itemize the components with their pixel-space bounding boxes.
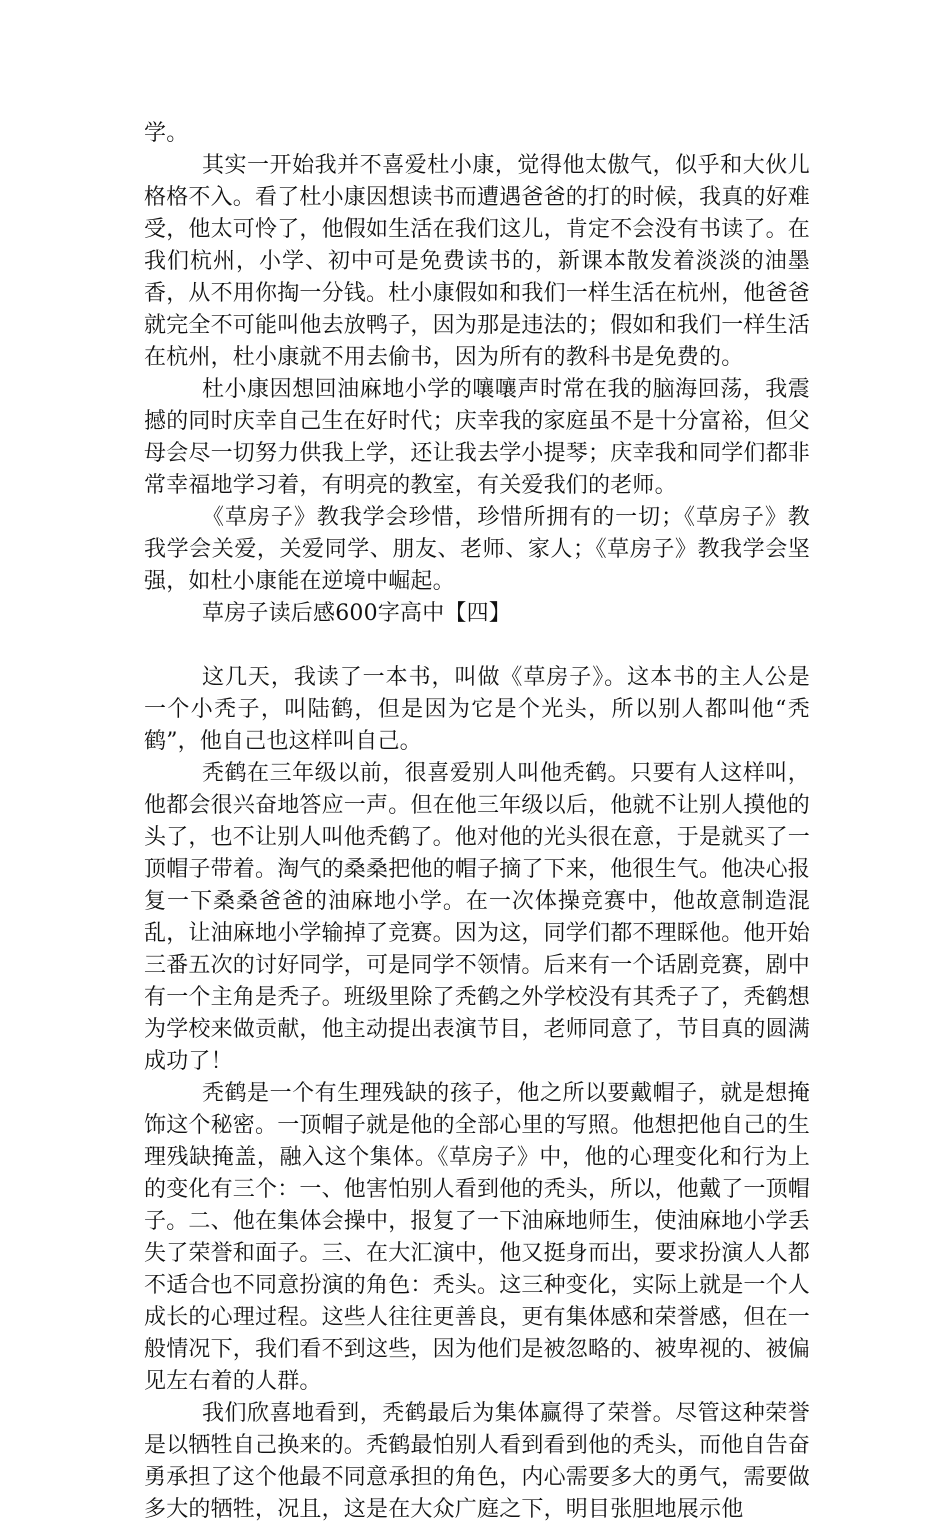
paragraph: 《草房子》教我学会珍惜，珍惜所拥有的一切；《草房子》教我学会关爱，关爱同学、朋友、老师、家人；《草房子》教我学会坚强，如杜小康能在逆境中崛起。 [144, 505, 810, 594]
paragraph: 我们欣喜地看到，秃鹤最后为集体赢得了荣誉。尽管这种荣誉是以牺牲自己换来的。秃鹤最怕别人看到看到他的秃头，而他自告奋勇承担了这个他最不同意承担的角色，内心需要多大的勇气，需要做多大的牺牲，况且，这是在大众广庭之下，明目张胆地展示他 [144, 1401, 811, 1522]
paragraph: 杜小康因想回油麻地小学的嚷嚷声时常在我的脑海回荡，我震撼的同时庆幸自己生在好时代；庆幸我的家庭虽不是十分富裕，但父母会尽一切努力供我上学，还让我去学小提琴；庆幸我和同学们都非常幸福地学习着，有明亮的教室，有关爱我们的老师。 [144, 377, 811, 498]
paragraph: 这几天，我读了一本书，叫做《草房子》。这本书的主人公是一个小秃子，叫陆鹤，但是因为它是个光头，所以别人都叫他“秃鹤”，他自己也这样叫自己。 [144, 665, 810, 754]
paragraph: 其实一开始我并不喜爱杜小康，觉得他太傲气，似乎和大伙儿格格不入。看了杜小康因想读书而遭遇爸爸的打的时候，我真的好难受，他太可怜了，他假如生活在我们这儿，肯定不会没有书读了。在我们杭州，小学、初中可是免费读书的，新课本散发着淡淡的油墨香，从不用你掏一分钱。杜小康假如和我们一样生活在杭州，他爸爸就完全不可能叫他去放鸭子，因为那是违法的；假如和我们一样生活在杭州，杜小康就不用去偷书，因为所有的教科书是免费的。 [144, 153, 811, 370]
blank-line [144, 630, 810, 662]
paragraph-continuation: 学。 [144, 121, 189, 146]
paragraph: 秃鹤是一个有生理残缺的孩子，他之所以要戴帽子，就是想掩饰这个秘密。一顶帽子就是他的全部心里的写照。他想把他自己的生理残缺掩盖，融入这个集体。《草房子》中，他的心理变化和行为上的变化有三个：一、他害怕别人看到他的秃头，所以，他戴了一顶帽子。二、他在集体会操中，报复了一下油麻地师生，使油麻地小学丢失了荣誉和面子。三、在大汇演中，他又挺身而出，要求扮演人人都不适合也不同意扮演的角色：秃头。这三种变化，实际上就是一个人成长的心理过程。这些人往往更善良，更有集体感和荣誉感，但在一般情况下，我们看不到这些，因为他们是被忽略的、被卑视的、被偏见左右着的人群。 [144, 1081, 811, 1394]
document-body [144, 118, 810, 1526]
paragraph: 秃鹤在三年级以前，很喜爱别人叫他秃鹤。只要有人这样叫，他都会很兴奋地答应一声。但在他三年级以后，他就不让别人摸他的头了，也不让别人叫他秃鹤了。他对他的光头很在意，于是就买了一顶帽子带着。淘气的桑桑把他的帽子摘了下来，他很生气。他决心报复一下桑桑爸爸的油麻地小学。在一次体操竞赛中，他故意制造混乱，让油麻地小学输掉了竞赛。因为这，同学们都不理睬他。他开始三番五次的讨好同学，可是同学不领情。后来有一个话剧竞赛，剧中有一个主角是秃子。班级里除了秃鹤之外学校没有其秃子了，秃鹤想为学校来做贡献，他主动提出表演节目，老师同意了，节目真的圆满成功了！ [144, 761, 811, 1074]
section-heading: 草房子读后感600字高中【四】 [202, 601, 511, 626]
